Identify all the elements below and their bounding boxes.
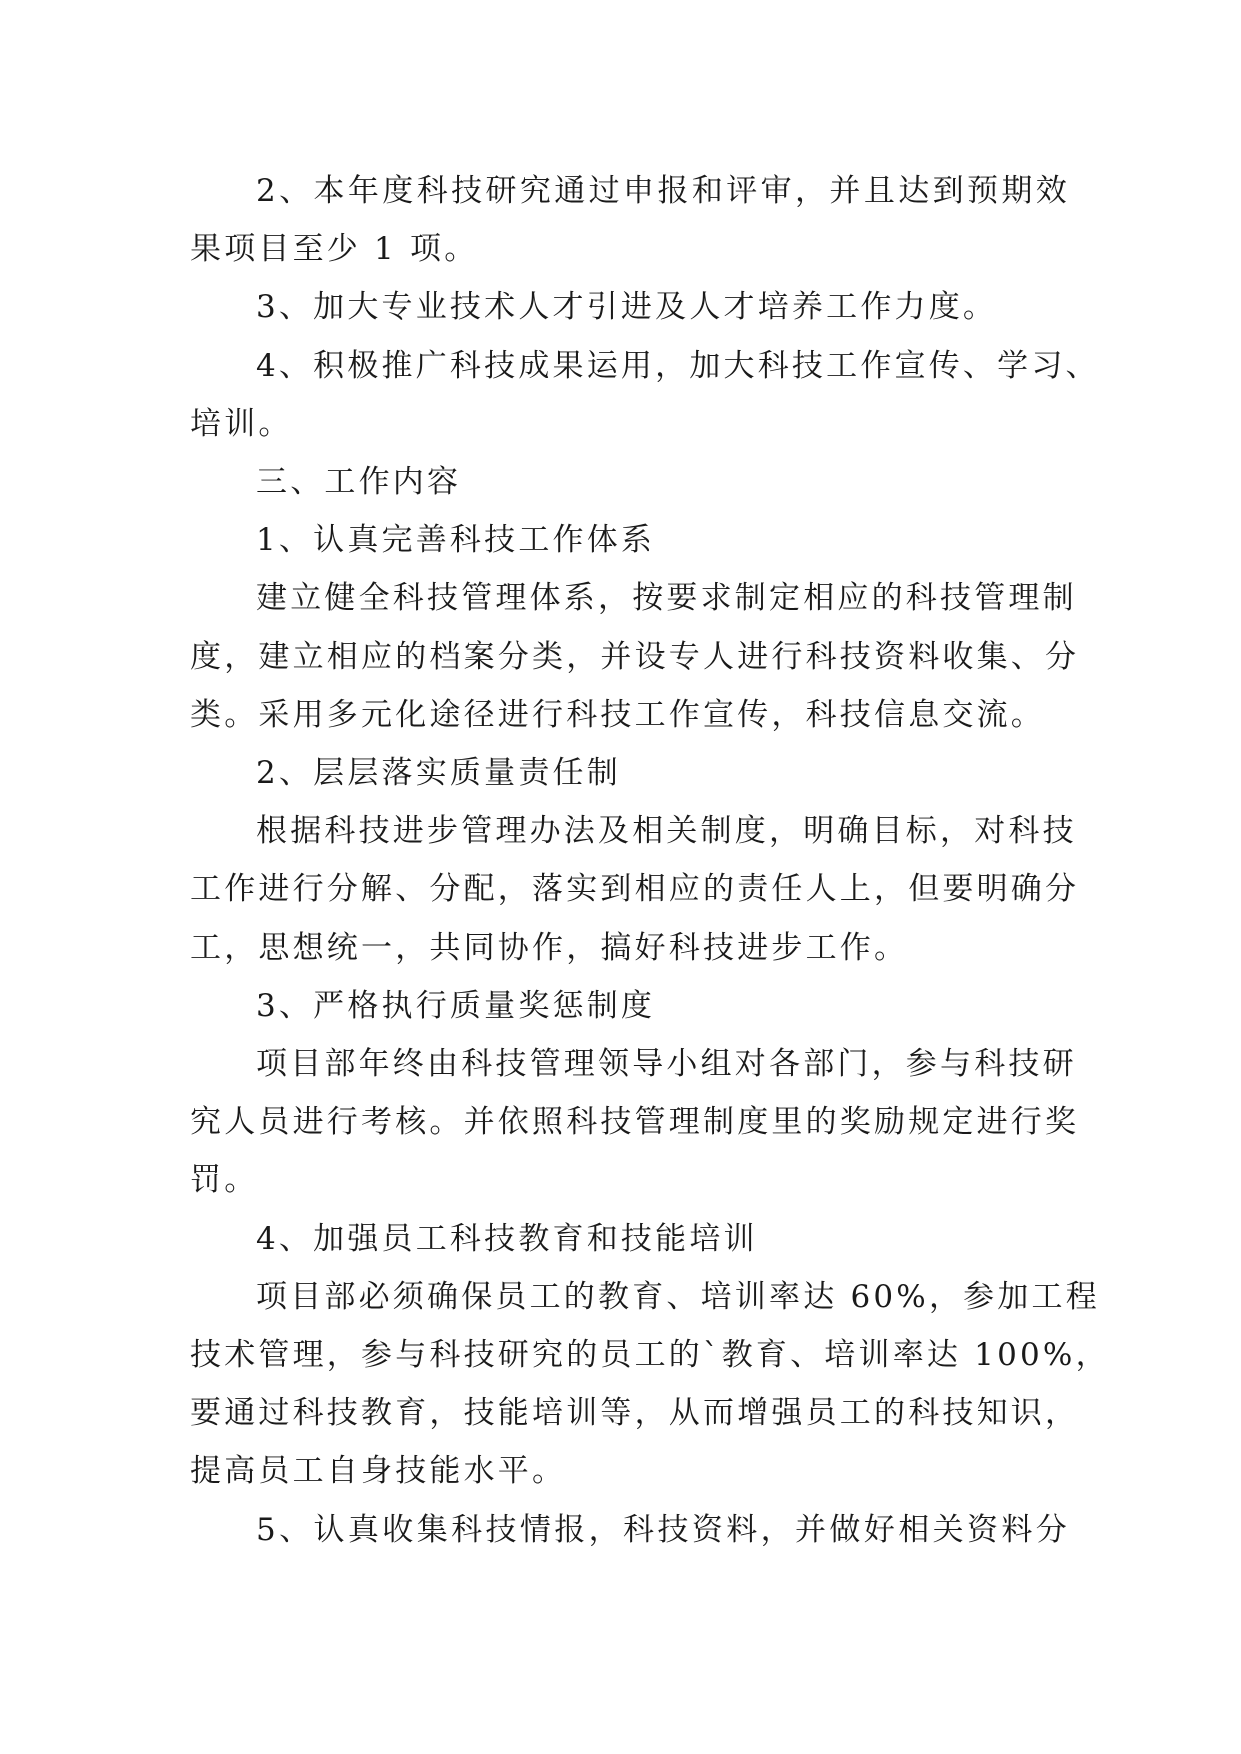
item-1-body	[190, 569, 1080, 744]
heading-line: 2、层层落实质量责任制	[256, 755, 621, 792]
text-line: 技术管理，参与科技研究的员工的`教育、培训率达 100%，	[190, 1337, 1110, 1374]
text-line: 类。采用多元化途径进行科技工作宣传，科技信息交流。	[190, 696, 1045, 733]
paragraph-goal-2	[190, 162, 1070, 278]
item-3-heading	[190, 977, 1070, 1035]
text-line: 4、积极推广科技成果运用，加大科技工作宣传、学习、	[256, 347, 1100, 384]
text-line: 工作进行分解、分配，落实到相应的责任人上，但要明确分	[190, 871, 1080, 908]
text-line: 果项目至少 1 项。	[190, 231, 479, 268]
text-line: 培训。	[190, 405, 293, 442]
section-heading-work-content	[190, 453, 1070, 511]
text-line: 根据科技进步管理办法及相关制度，明确目标，对科技	[256, 813, 1077, 850]
text-line: 要通过科技教育，技能培训等，从而增强员工的科技知识，	[190, 1395, 1080, 1432]
text-line: 度，建立相应的档案分类，并设专人进行科技资料收集、分	[190, 638, 1080, 675]
text-line: 项目部年终由科技管理领导小组对各部门，参与科技研	[256, 1046, 1077, 1083]
text-line: 工，思想统一，共同协作，搞好科技进步工作。	[190, 929, 909, 966]
text-line: 究人员进行考核。并依照科技管理制度里的奖励规定进行奖	[190, 1104, 1080, 1141]
paragraph-goal-3	[190, 278, 1070, 336]
item-3-body	[190, 1035, 1080, 1210]
heading-line: 1、认真完善科技工作体系	[256, 522, 656, 559]
document-body	[190, 162, 1110, 1559]
item-4-heading	[190, 1210, 1070, 1268]
text-line: 建立健全科技管理体系，按要求制定相应的科技管理制	[256, 580, 1077, 617]
heading-line: 4、加强员工科技教育和技能培训	[256, 1220, 758, 1257]
item-2-heading	[190, 744, 1070, 802]
item-5-heading	[190, 1501, 1070, 1559]
text-line: 罚。	[190, 1162, 259, 1199]
text-line: 项目部必须确保员工的教育、培训率达 60%，参加工程	[256, 1278, 1100, 1315]
text-line: 3、加大专业技术人才引进及人才培养工作力度。	[256, 289, 998, 326]
item-1-heading	[190, 511, 1070, 569]
heading-line: 5、认真收集科技情报，科技资料，并做好相关资料分	[256, 1511, 1070, 1548]
item-2-body	[190, 802, 1080, 977]
paragraph-goal-4	[190, 337, 1100, 453]
item-4-body	[190, 1268, 1110, 1501]
heading-line: 3、严格执行质量奖惩制度	[256, 987, 656, 1024]
heading-line: 三、工作内容	[256, 464, 462, 501]
text-line: 提高员工自身技能水平。	[190, 1453, 567, 1490]
text-line: 2、本年度科技研究通过申报和评审，并且达到预期效	[256, 173, 1070, 209]
